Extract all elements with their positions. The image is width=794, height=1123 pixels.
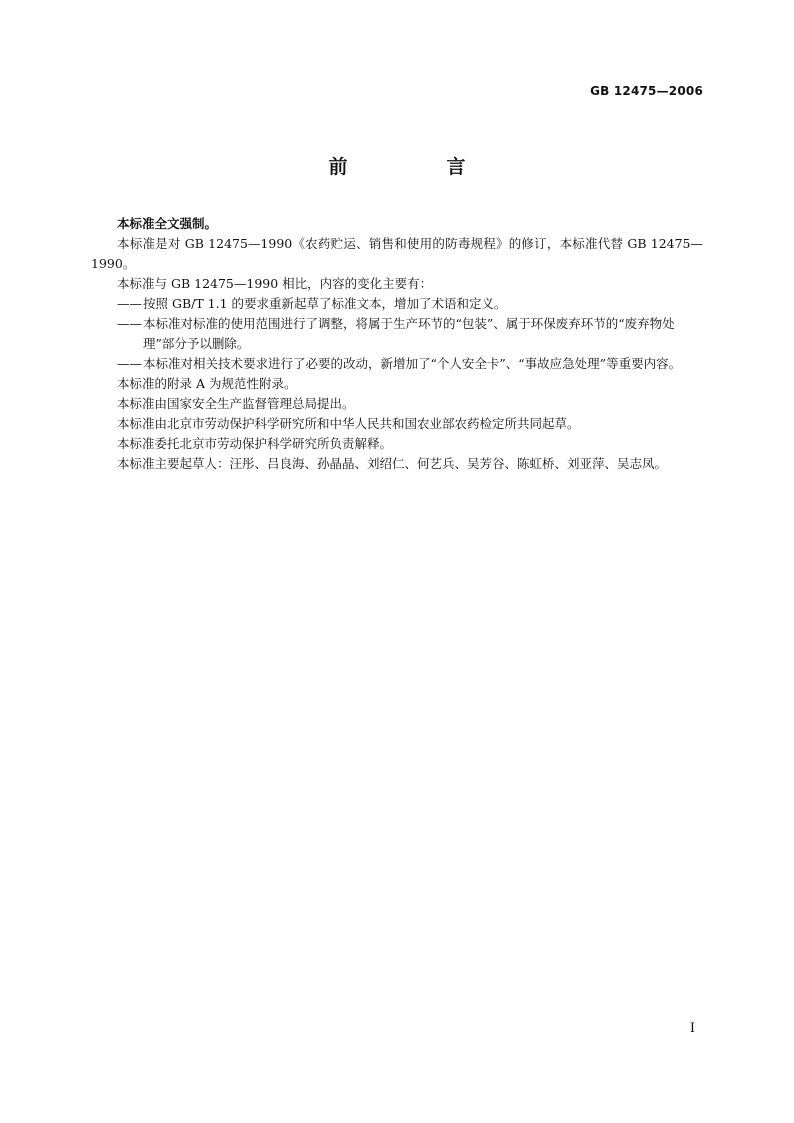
dash-marker: —— bbox=[117, 356, 142, 371]
change-item-text: 本标准对标准的使用范围进行了调整，将属于生产环节的“包装”、属于环保废弃环节的“废弃物处理”部分予以删除。 bbox=[143, 316, 675, 351]
paragraph-changes-intro: 本标准与 GB 12475—1990 相比，内容的变化主要有： bbox=[117, 276, 433, 291]
page-title: 前 言 bbox=[328, 156, 506, 178]
change-item bbox=[91, 354, 703, 374]
paragraph-mandatory: 本标准全文强制。 bbox=[117, 216, 218, 231]
change-item bbox=[91, 314, 703, 354]
paragraph-appendix: 本标准的附录 A 为规范性附录。 bbox=[117, 376, 297, 391]
paragraph-drafters: 本标准主要起草人：汪彤、吕良海、孙晶晶、刘绍仁、何艺兵、吴芳谷、陈虹桥、刘亚萍、吴志凤。 bbox=[117, 456, 668, 471]
paragraph-interpretation: 本标准委托北京市劳动保护科学研究所负责解释。 bbox=[117, 436, 393, 451]
paragraph-drafters-org: 本标准由北京市劳动保护科学研究所和中华人民共和国农业部农药检定所共同起草。 bbox=[117, 416, 580, 431]
change-item-text: 按照 GB/T 1.1 的要求重新起草了标准文本，增加了术语和定义。 bbox=[143, 296, 507, 311]
foreword-content bbox=[91, 214, 703, 474]
change-item bbox=[91, 294, 703, 314]
change-item-text: 本标准对相关技术要求进行了必要的改动，新增加了“个人安全卡”、“事故应急处理”等重要内容。 bbox=[143, 356, 682, 371]
standard-code: GB 12475—2006 bbox=[590, 84, 703, 98]
page-number: I bbox=[689, 1021, 695, 1036]
paragraph-revision: 本标准是对 GB 12475—1990《农药贮运、销售和使用的防毒规程》的修订，本标准代替 GB 12475—1990。 bbox=[91, 236, 703, 271]
dash-marker: —— bbox=[117, 296, 142, 311]
dash-marker: —— bbox=[117, 316, 142, 331]
paragraph-proposer: 本标准由国家安全生产监督管理总局提出。 bbox=[117, 396, 355, 411]
